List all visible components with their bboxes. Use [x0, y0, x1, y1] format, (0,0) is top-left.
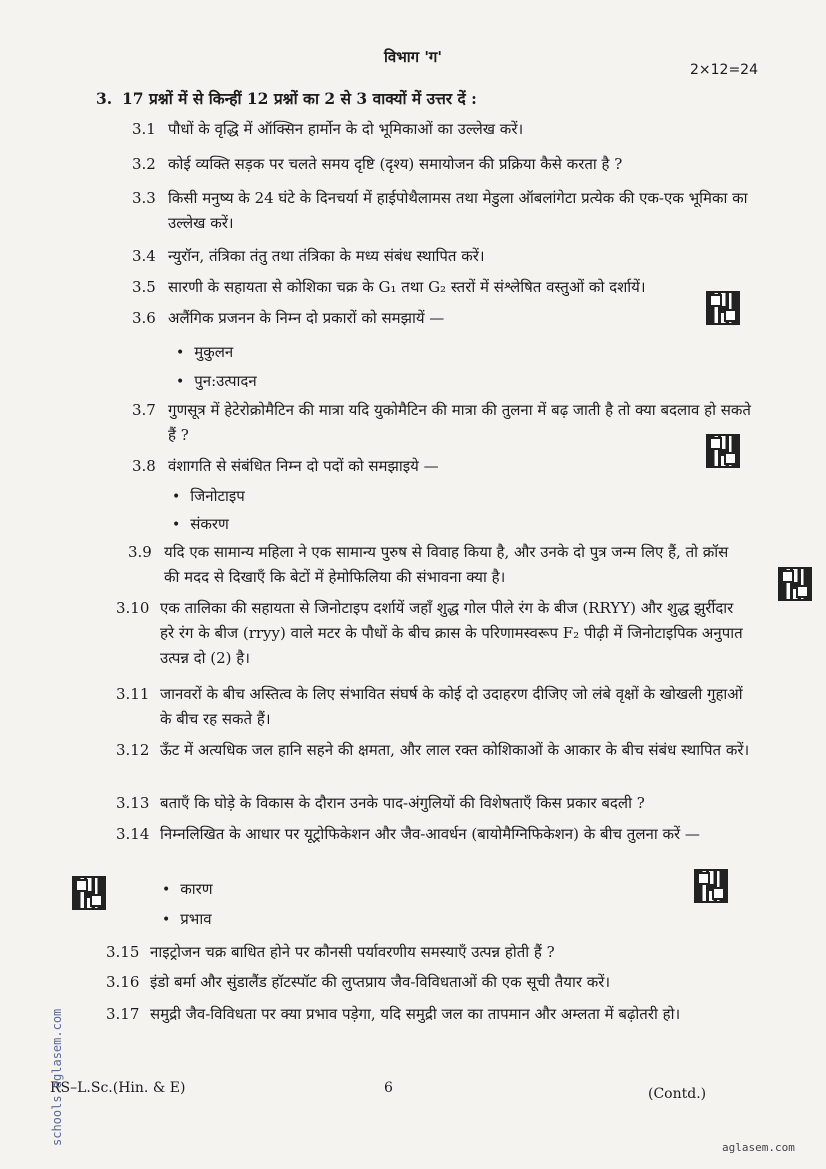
question-number: 3.7: [132, 401, 156, 419]
question-3-14: [116, 822, 750, 847]
qr-code-icon: [706, 291, 740, 325]
question-3-3: [132, 186, 752, 236]
question-3-7: [132, 398, 752, 448]
site-watermark: aglasem.com: [722, 1141, 795, 1154]
question-text: बताएँ कि घोड़े के विकास के दौरान उनके पाद-अंगुलियों की विशेषताएँ किस प्रकार बदली ?: [160, 794, 645, 812]
question-3-17: [106, 1002, 746, 1027]
question-number: 3.16: [106, 973, 140, 991]
question-number: 3.17: [106, 1005, 140, 1023]
question-text: किसी मनुष्य के 24 घंटे के दिनचर्या में हाईपोथैलामस तथा मेडुला ऑबलांगेटा प्रत्येक की एक-एक भूमिका का उल्लेख करें।: [168, 189, 748, 232]
question-3-10: [116, 596, 750, 671]
question-number: 3.5: [132, 278, 156, 296]
question-text: यदि एक सामान्य महिला ने एक सामान्य पुरुष से विवाह किया है, और उनके दो पुत्र जन्म लिए हैं, तो क्रॉस की मदद से दिखाएँ कि बेटों में हेमोफिलिया की संभावना क्या है।: [164, 543, 729, 586]
question-number: 3.9: [128, 543, 152, 561]
bullet-item: • कारण: [162, 880, 213, 898]
question-3-4: [132, 244, 752, 269]
question-text: कोई व्यक्ति सड़क पर चलते समय दृष्टि (दृश्य) समायोजन की प्रक्रिया कैसे करता है ?: [168, 155, 623, 173]
question-number: 3.8: [132, 457, 156, 475]
question-3-12: [116, 738, 750, 763]
qr-code-icon: [706, 434, 740, 468]
bullet-item: • प्रभाव: [162, 910, 212, 928]
question-3-13: [116, 791, 750, 816]
question-3-2: [132, 152, 762, 177]
qr-code-icon: [778, 567, 812, 601]
question-number: 3.4: [132, 247, 156, 265]
question-number: 3.2: [132, 155, 156, 173]
section-title: विभाग 'ग': [384, 48, 442, 66]
question-text: नाइट्रोजन चक्र बाधित होने पर कौनसी पर्यावरणीय समस्याएँ उत्पन्न होती हैं ?: [150, 943, 555, 961]
bullet-item: • संकरण: [172, 515, 229, 533]
question-3-8: [132, 454, 672, 479]
qr-code-icon: [72, 876, 106, 910]
question-number: 3.1: [132, 120, 156, 138]
section-instruction: [96, 87, 776, 109]
question-3-9: [128, 540, 748, 590]
question-text: सारणी के सहायता से कोशिका चक्र के G₁ तथा G₂ स्तरों में संश्लेषित वस्तुओं को दर्शायें।: [168, 278, 646, 296]
question-text: वंशागति से संबंधित निम्न दो पदों को समझाइये —: [168, 457, 439, 475]
bullet-item: • पुन:उत्पादन: [176, 372, 257, 390]
page-number: 6: [384, 1080, 393, 1096]
question-3-5: [132, 275, 762, 300]
question-number: 3.12: [116, 741, 150, 759]
question-text: जानवरों के बीच अस्तित्व के लिए संभावित संघर्ष के कोई दो उदाहरण दीजिए जो लंबे वृक्षों के खोखली गुहाओं के बीच रह सकते हैं।: [160, 685, 743, 728]
question-number: 3.6: [132, 309, 156, 327]
question-number: 3.3: [132, 189, 156, 207]
section-marks: 2×12=24: [690, 62, 758, 78]
question-text: पौधों के वृद्धि में ऑक्सिन हार्मोन के दो भूमिकाओं का उल्लेख करें।: [168, 120, 524, 138]
continued-label: (Contd.): [648, 1086, 707, 1102]
bullet-item: • मुकुलन: [176, 343, 234, 361]
question-number: 3.14: [116, 825, 150, 843]
question-text: ऊँट में अत्यधिक जल हानि सहने की क्षमता, और लाल रक्त कोशिकाओं के आकार के बीच संबंध स्थापित करें।: [160, 741, 750, 759]
question-3-16: [106, 970, 746, 995]
question-number: 3.11: [116, 685, 150, 703]
question-3-1: [132, 117, 752, 142]
question-3-11: [116, 682, 750, 732]
bullet-item: • जिनोटाइप: [172, 487, 245, 505]
question-text: समुद्री जैव-विविधता पर क्या प्रभाव पड़ेगा, यदि समुद्री जल का तापमान और अम्लता में बढ़ोतरी हो।: [150, 1005, 681, 1023]
side-watermark: schools.aglasem.com: [50, 1008, 64, 1146]
question-3-15: [106, 940, 746, 965]
question-3-6: [132, 306, 672, 331]
question-text: निम्नलिखित के आधार पर यूट्रोफिकेशन और जैव-आवर्धन (बायोमैग्निफिकेशन) के बीच तुलना करें —: [160, 825, 700, 843]
question-number: 3.10: [116, 599, 150, 617]
paper-code: RS–L.Sc.(Hin. & E): [50, 1080, 186, 1096]
qr-code-icon: [694, 869, 728, 903]
question-text: एक तालिका की सहायता से जिनोटाइप दर्शायें जहाँ शुद्ध गोल पीले रंग के बीज (RRYY) और शुद्ध झुर्रीदार हरे रंग के बीज (rryy) वाले मटर के पौधों के बीच क्रास के परिणामस्वरूप F₂ पीढ़ी में जिनोटाइपिक अनुपात उत्पन्न दो (2) है।: [160, 599, 743, 667]
question-number: 3.15: [106, 943, 140, 961]
question-text: अलैंगिक प्रजनन के निम्न दो प्रकारों को समझायें —: [168, 309, 445, 327]
instruction-text: 17 प्रश्नों में से किन्हीं 12 प्रश्नों का 2 से 3 वाक्यों में उत्तर दें :: [122, 89, 477, 108]
section-number: 3.: [96, 89, 113, 108]
question-number: 3.13: [116, 794, 150, 812]
question-text: न्युरॉन, तंत्रिका तंतु तथा तंत्रिका के मध्य संबंध स्थापित करें।: [168, 247, 485, 265]
question-text: गुणसूत्र में हेटेरोक्रोमैटिन की मात्रा यदि युकोमैटिन की मात्रा की तुलना में बढ़ जाती है तो क्या बदलाव हो सकते हैं ?: [168, 401, 751, 444]
question-text: इंडो बर्मा और सुंडालैंड हॉटस्पॉट की लुप्तप्राय जैव-विविधताओं की एक सूची तैयार करें।: [150, 973, 611, 991]
